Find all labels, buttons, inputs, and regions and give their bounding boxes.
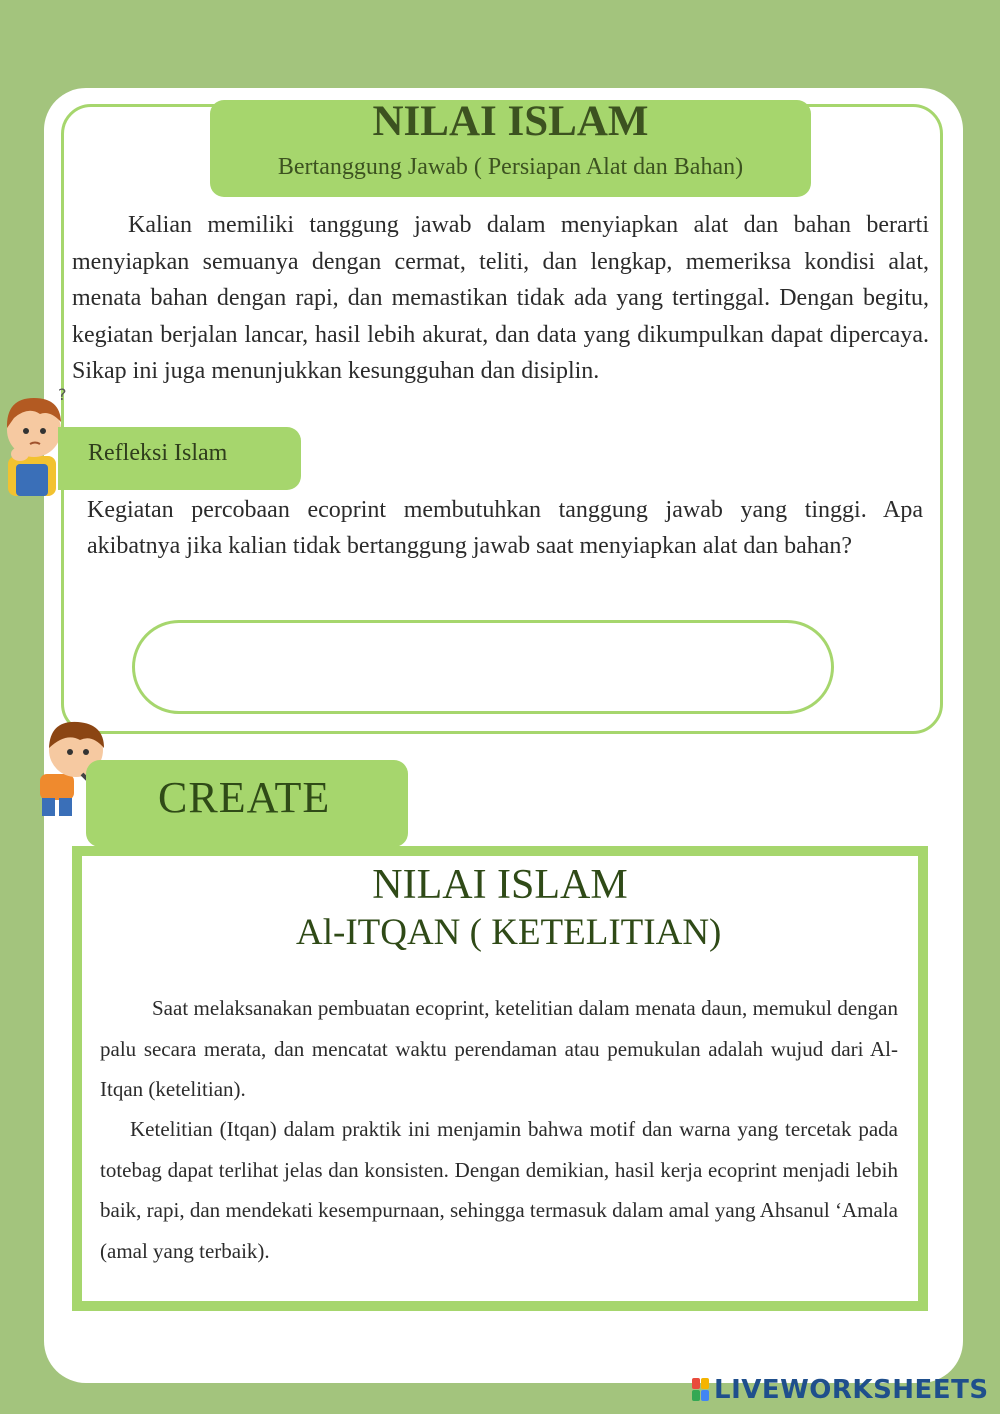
reflection-question: Kegiatan percobaan ecoprint membutuhkan tanggung jawab yang tinggi. Apa akibatnya jika kalian tidak bertanggung jawab saat menyiapkan alat dan bahan? xyxy=(87,497,923,559)
svg-text:?: ? xyxy=(58,385,66,404)
section1-title-tab xyxy=(210,100,811,197)
section1-subtitle: Bertanggung Jawab ( Persiapan Alat dan Bahan) xyxy=(277,154,744,180)
create-label: CREATE xyxy=(158,773,331,822)
reflection-answer-field[interactable] xyxy=(132,620,834,714)
section2-paragraph1: Saat melaksanakan pembuatan ecoprint, ketelitian dalam menata daun, memukul dengan palu secara merata, dan mencatat waktu perendaman atau pemukulan adalah wujud dari Al-Itqan (ketelitian). xyxy=(100,996,898,1101)
section1-title: NILAI ISLAM xyxy=(372,98,649,145)
liveworksheets-logo-icon xyxy=(692,1378,710,1402)
thinking-boy-icon xyxy=(0,384,66,500)
section2-subtitle: Al-ITQAN ( KETELITIAN) xyxy=(296,912,722,953)
section1-paragraph: Kalian memiliki tanggung jawab dalam menyiapkan alat dan bahan berarti menyiapkan semuanya dengan cermat, teliti, dan lengkap, memeriksa kondisi alat, menata bahan dengan rapi, dan memastikan tidak ada yang tertinggal. Dengan begitu, kegiatan berjalan lancar, hasil lebih akurat, dan data yang dikumpulkan dapat dipercaya. Sikap ini juga menunjukkan kesungguhan dan disiplin. xyxy=(72,212,929,384)
reflection-label: Refleksi Islam xyxy=(88,440,228,466)
create-tab xyxy=(86,760,408,847)
liveworksheets-logo-text: LIVEWORKSHEETS xyxy=(714,1375,989,1405)
section2-paragraph2: Ketelitian (Itqan) dalam praktik ini menjamin bahwa motif dan warna yang tercetak pada totebag dapat terlihat jelas dan konsisten. Dengan demikian, hasil kerja ecoprint menjadi lebih baik, rapi, dan mendekati kesempurnaan, sehingga termasuk dalam amal yang Ahsanul ‘Amala (amal yang terbaik). xyxy=(100,1117,898,1263)
liveworksheets-logo[interactable] xyxy=(692,1374,989,1406)
section2-title: NILAI ISLAM xyxy=(372,862,628,908)
reflection-tab xyxy=(58,427,301,490)
